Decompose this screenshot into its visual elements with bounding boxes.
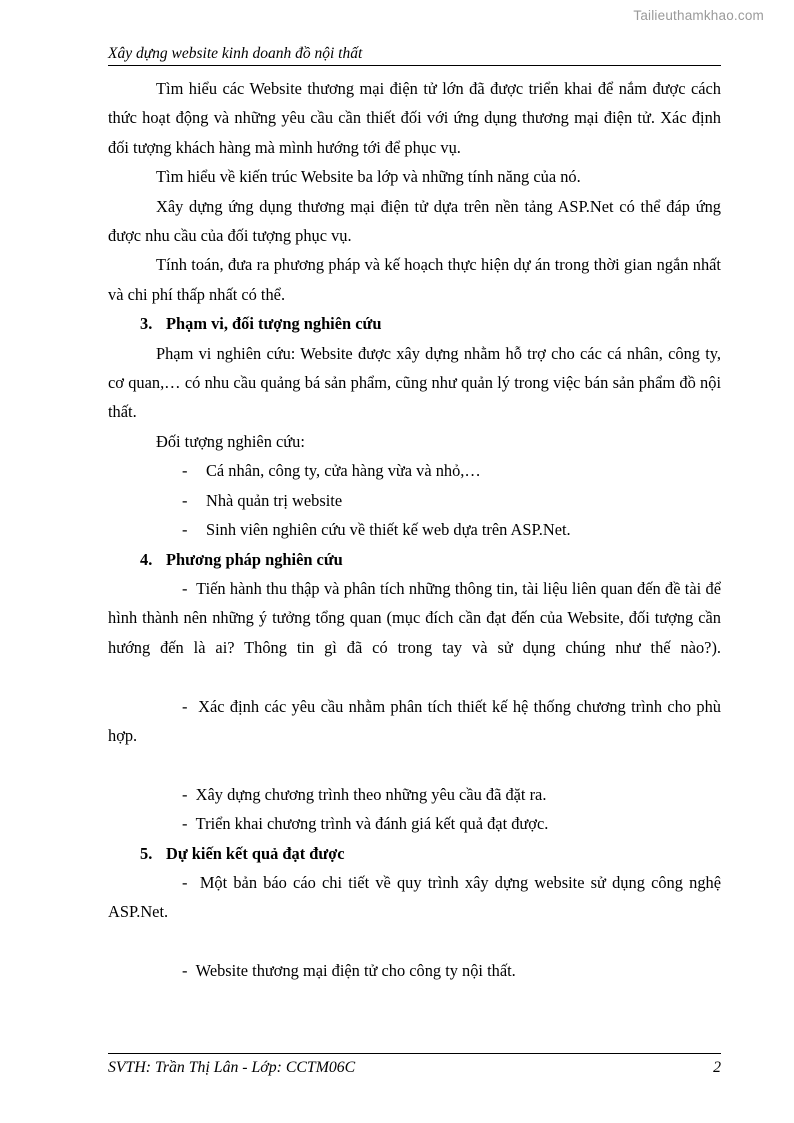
bullet-dash-icon: -	[182, 578, 188, 598]
section-number-3: 3.	[140, 314, 153, 334]
bullet-dash-icon: -	[182, 696, 188, 716]
running-header	[108, 44, 721, 66]
section-title-3: Phạm vi, đối tượng nghiên cứu	[166, 314, 382, 334]
section-number-5: 5.	[140, 843, 153, 863]
list-item-label: Triển khai chương trình và đánh giá kết quả đạt được.	[195, 814, 549, 834]
header-divider	[108, 65, 721, 66]
list-item-label: Nhà quản trị website	[206, 490, 343, 510]
bullet-dash-icon: -	[182, 490, 188, 510]
list-item	[108, 780, 721, 809]
footer-author: SVTH: Trần Thị Lân - Lớp: CCTM06C	[108, 1059, 356, 1076]
page-number: 2	[713, 1059, 721, 1076]
list-item	[108, 692, 721, 780]
bullet-dash-icon: -	[182, 814, 188, 834]
bullet-dash-icon: -	[182, 961, 188, 981]
list-item	[108, 868, 721, 956]
section-title-4: Phương pháp nghiên cứu	[166, 549, 343, 569]
bullet-dash-icon: -	[182, 520, 188, 540]
paragraph-2: Tìm hiểu về kiến trúc Website ba lớp và những tính năng của nó.	[156, 167, 581, 187]
list-item	[108, 574, 721, 692]
running-footer	[108, 1053, 721, 1080]
document-body	[108, 74, 721, 986]
paragraph-1: Tìm hiểu các Website thương mại điện tử lớn đã được triển khai để nắm được cách thức hoạt động và những yêu cầu cần thiết đối với ứng dụng thương mại điện tử. Xác định đối tượng khách hàng mà mình hướng tới để phục vụ.	[108, 79, 721, 157]
watermark-text: Tailieuthamkhao.com	[633, 8, 764, 23]
list-item-label: Tiến hành thu thập và phân tích những thông tin, tài liệu liên quan đến đề tài để hình thành nên những ý tưởng tổng quan (mục đích cần đạt đến của Website, đối tượng cần hướng đến là ai? Thông tin gì đã có trong tay và sử dụng chúng như thế nào?).	[108, 578, 721, 657]
list-item-label: Sinh viên nghiên cứu về thiết kế web dựa trên ASP.Net.	[206, 520, 571, 540]
section-heading-4	[108, 545, 721, 574]
section-heading-3	[108, 309, 721, 338]
section3-paragraph: Phạm vi nghiên cứu: Website được xây dựng nhằm hỗ trợ cho các cá nhân, công ty, cơ quan,… có nhu cầu quảng bá sản phẩm, cũng như quản lý trong việc bán sản phẩm đồ nội thất.	[108, 343, 721, 422]
section-number-4: 4.	[140, 549, 153, 569]
list-item	[108, 515, 721, 544]
paragraph-4: Tính toán, đưa ra phương pháp và kế hoạch thực hiện dự án trong thời gian ngắn nhất và chi phí thấp nhất có thể.	[108, 255, 721, 304]
list-item-label: Website thương mại điện tử cho công ty nội thất.	[195, 961, 516, 981]
list-item	[108, 809, 721, 838]
list-item	[108, 486, 721, 515]
list-item-label: Xây dựng chương trình theo những yêu cầu đã đặt ra.	[195, 784, 547, 804]
section-heading-5	[108, 839, 721, 868]
list-item-label: Một bản báo cáo chi tiết về quy trình xây dựng website sử dụng công nghệ ASP.Net.	[108, 872, 721, 922]
bullet-dash-icon: -	[182, 784, 188, 804]
section3-lead: Đối tượng nghiên cứu:	[156, 431, 305, 451]
header-title: Xây dựng website kinh doanh đồ nội thất	[108, 45, 363, 62]
section-title-5: Dự kiến kết quả đạt được	[166, 843, 345, 863]
list-item	[108, 456, 721, 485]
bullet-dash-icon: -	[182, 461, 188, 481]
list-item	[108, 956, 721, 985]
bullet-dash-icon: -	[182, 872, 188, 892]
list-item-label: Cá nhân, công ty, cửa hàng vừa và nhỏ,…	[206, 461, 481, 481]
paragraph-3: Xây dựng ứng dụng thương mại điện tử dựa trên nền tảng ASP.Net có thể đáp ứng được nhu cầu của đối tượng phục vụ.	[108, 196, 721, 246]
list-item-label: Xác định các yêu cầu nhằm phân tích thiết kế hệ thống chương trình cho phù hợp.	[108, 696, 722, 745]
